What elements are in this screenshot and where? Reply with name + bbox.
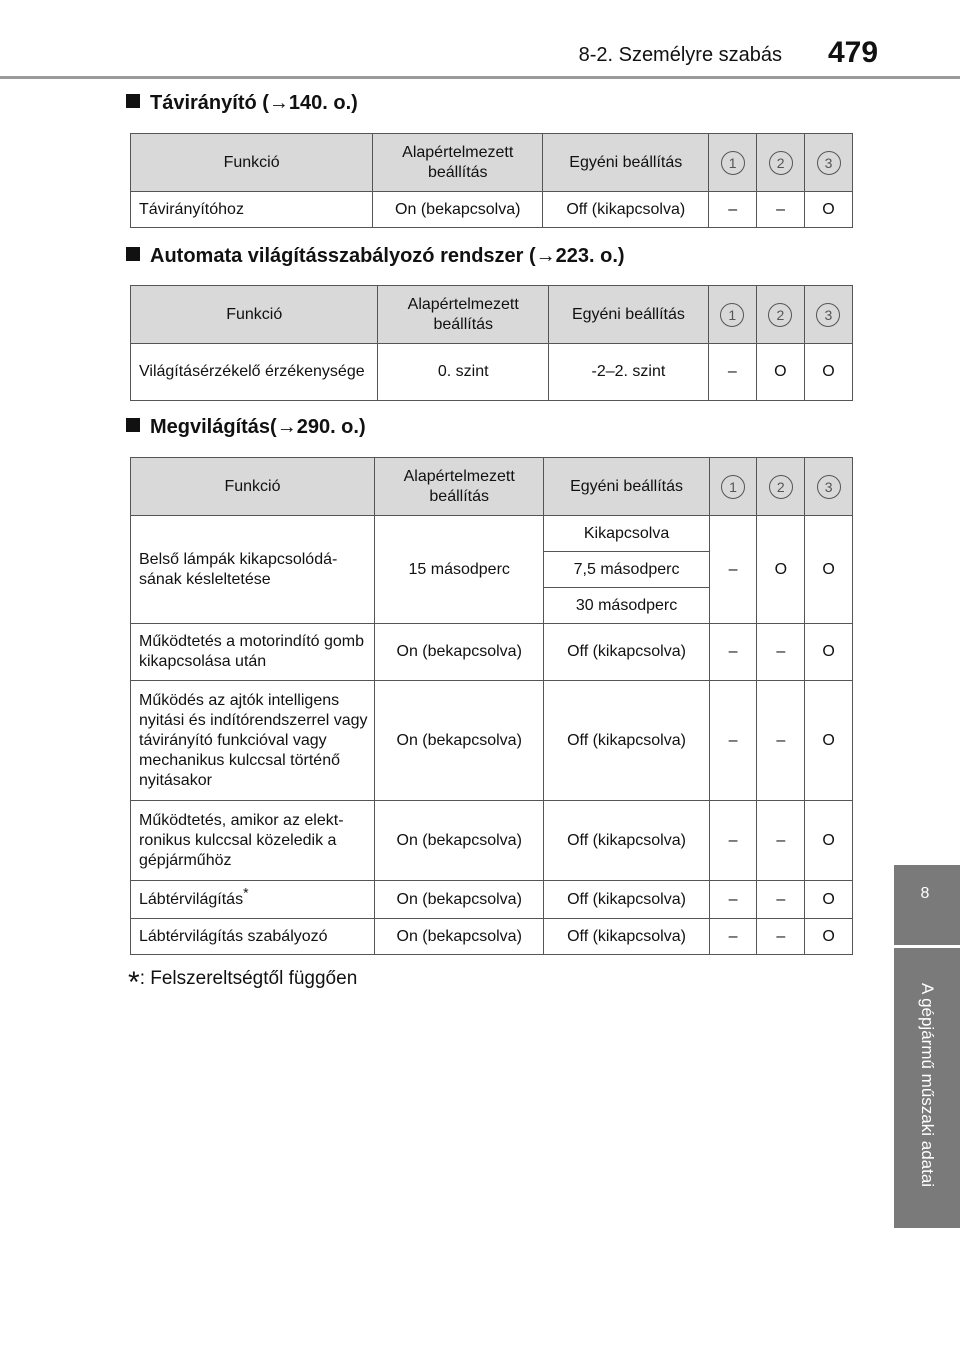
settings-table-auto-light xyxy=(130,285,853,401)
header-default: Alapértelmezett beállítás xyxy=(373,134,543,192)
table-row: Lábtérvilágítás szabályozó On (bekapcsolva) Off (kikapcsolva) – – O xyxy=(131,919,853,955)
chapter-tab xyxy=(894,865,960,945)
page-number: 479 xyxy=(828,36,879,69)
section-heading-auto-light: Automata világításszabályozó rendszer (→223. o.) xyxy=(126,245,625,268)
table-row: Világításérzékelő érzékenysége 0. szint -2–2. szint – O O xyxy=(131,344,853,401)
table-row: Működtetés a motorindító gomb kikapcsolása után On (bekapcsolva) Off (kikapcsolva) – – O xyxy=(131,624,853,681)
table-row: Működés az ajtók intelligens nyitási és indítórendszerrel vagy távirányító funkcióval vagy mechanikus kulccsal történő nyitásakor On (bekapcsolva) Off (kikapcsolva) – – O xyxy=(131,681,853,801)
square-bullet-icon xyxy=(126,247,140,261)
header-custom: Egyéni beállítás xyxy=(543,134,709,192)
chapter-number: 8 xyxy=(920,885,930,902)
circled-number-icon: 1 xyxy=(720,303,744,327)
section-heading-illumination: Megvilágítás(→290. o.) xyxy=(126,416,366,439)
table-header-row: Funkció Alapértelmezett beállítás Egyéni beállítás 1 2 3 xyxy=(131,286,853,344)
settings-table-illumination xyxy=(130,457,853,955)
circled-number-icon: 2 xyxy=(769,475,793,499)
square-bullet-icon xyxy=(126,94,140,108)
section-heading-remote: Távirányító (→140. o.) xyxy=(126,92,358,115)
table-header-row: Funkció Alapértelmezett beállítás Egyéni beállítás 1 2 3 xyxy=(131,458,853,516)
custom-option: Kikapcsolva xyxy=(544,516,709,552)
circled-number-icon: 3 xyxy=(816,303,840,327)
header-mode-3 xyxy=(805,134,853,192)
table-header-row xyxy=(131,134,853,192)
section-title: 8-2. Személyre szabás xyxy=(578,44,782,66)
header-funkcio: Funkció xyxy=(131,134,373,192)
square-bullet-icon xyxy=(126,418,140,432)
footnote: *: Felszereltségtől függően xyxy=(128,966,358,999)
footnote-marker: * xyxy=(243,884,249,901)
circled-number-icon: 2 xyxy=(768,303,792,327)
custom-option: 7,5 másodperc xyxy=(544,552,709,588)
footnote-marker: * xyxy=(128,966,140,999)
table-row: Működtetés, amikor az elekt- ronikus kulccsal közeledik a gépjárműhöz On (bekapcsolva) Off (kikapcsolva) – – O xyxy=(131,801,853,881)
circled-number-icon: 1 xyxy=(721,151,745,175)
circled-number-icon: 1 xyxy=(721,475,745,499)
header-mode-2 xyxy=(757,134,805,192)
table-row: Lábtérvilágítás* On (bekapcsolva) Off (kikapcsolva) – – O xyxy=(131,881,853,919)
header-divider xyxy=(0,76,960,79)
settings-table-remote xyxy=(130,133,853,228)
circled-number-icon: 3 xyxy=(817,151,841,175)
chapter-title: A gépjármű műszaki adatai xyxy=(918,982,937,1188)
circled-number-icon: 3 xyxy=(817,475,841,499)
header-mode-1 xyxy=(709,134,757,192)
table-row: Távirányítóhoz On (bekapcsolva) Off (kikapcsolva) – – O xyxy=(131,192,853,228)
table-row: Belső lámpák kikapcsolódá- sának késleltetése 15 másodperc Kikapcsolva – O O xyxy=(131,516,853,552)
custom-option: 30 másodperc xyxy=(544,588,709,624)
circled-number-icon: 2 xyxy=(769,151,793,175)
